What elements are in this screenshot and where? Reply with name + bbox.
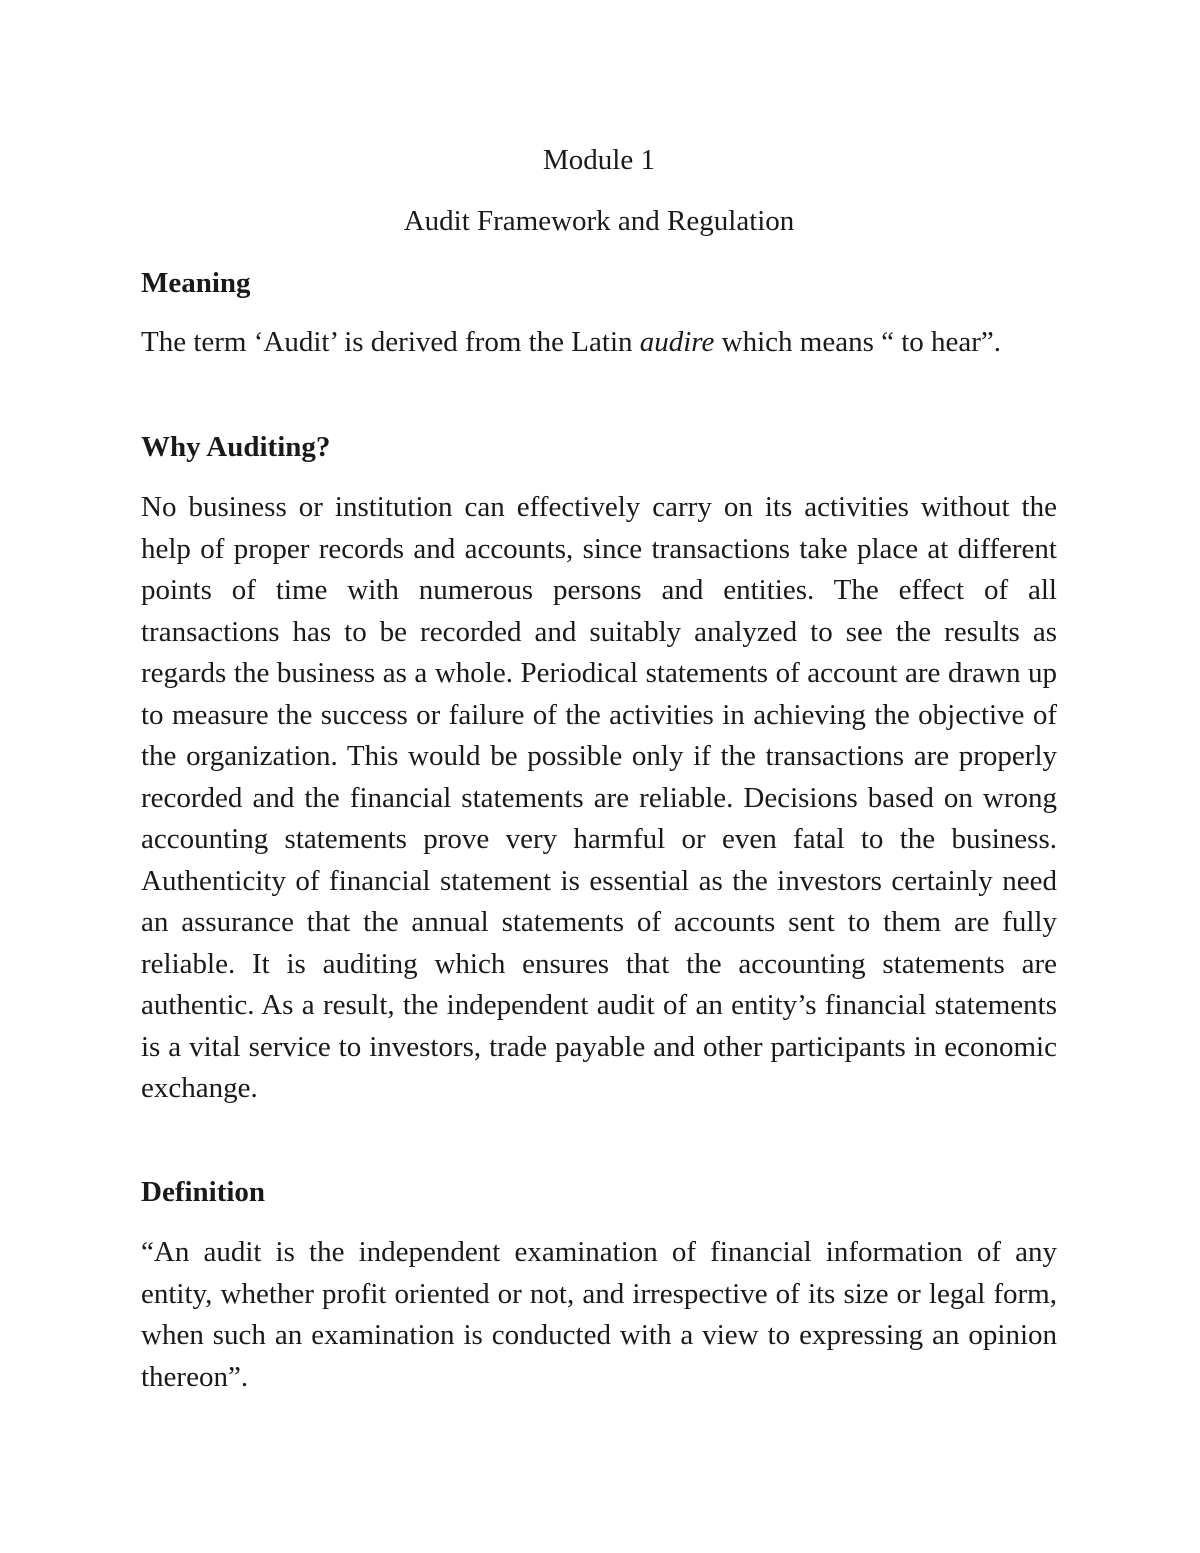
why-auditing-heading: Why Auditing? <box>141 431 331 463</box>
meaning-heading: Meaning <box>141 267 251 299</box>
meaning-paragraph <box>141 322 1021 364</box>
meaning-text-after: which means “ to hear”. <box>714 326 1002 358</box>
module-label: Module 1 <box>543 144 655 176</box>
definition-paragraph: “An audit is the independent examination of financial information of any entity, whether profit oriented or not, and irrespective of its size or legal form, when such an examination is conducted with a view to expressing an opinion thereon”. <box>141 1236 1057 1393</box>
meaning-text-before: The term ‘Audit’ is derived from the Latin <box>141 326 640 358</box>
definition-heading: Definition <box>141 1176 266 1208</box>
meaning-italic-word: audire <box>639 326 715 358</box>
why-auditing-paragraph: No business or institution can effectively carry on its activities without the help of proper records and accounts, since transactions take place at different points of time with numerous persons and entities. The effect of all transactions has to be recorded and suitably analyzed to see the results as regards the business as a whole. Periodical statements of account are drawn up to measure the success or failure of the activities in achieving the objective of the organization. This would be possible only if the transactions are properly recorded and the financial statements are reliable. Decisions based on wrong accounting statements prove very harmful or even fatal to the business. Authenticity of financial statement is essential as the investors certainly need an assurance that the annual statements of accounts sent to them are fully reliable. It is auditing which ensures that the accounting statements are authentic. As a result, the independent audit of an entity’s financial statements is a vital service to investors, trade payable and other participants in economic exchange. <box>141 491 1057 1104</box>
page-subtitle: Audit Framework and Regulation <box>403 205 795 237</box>
